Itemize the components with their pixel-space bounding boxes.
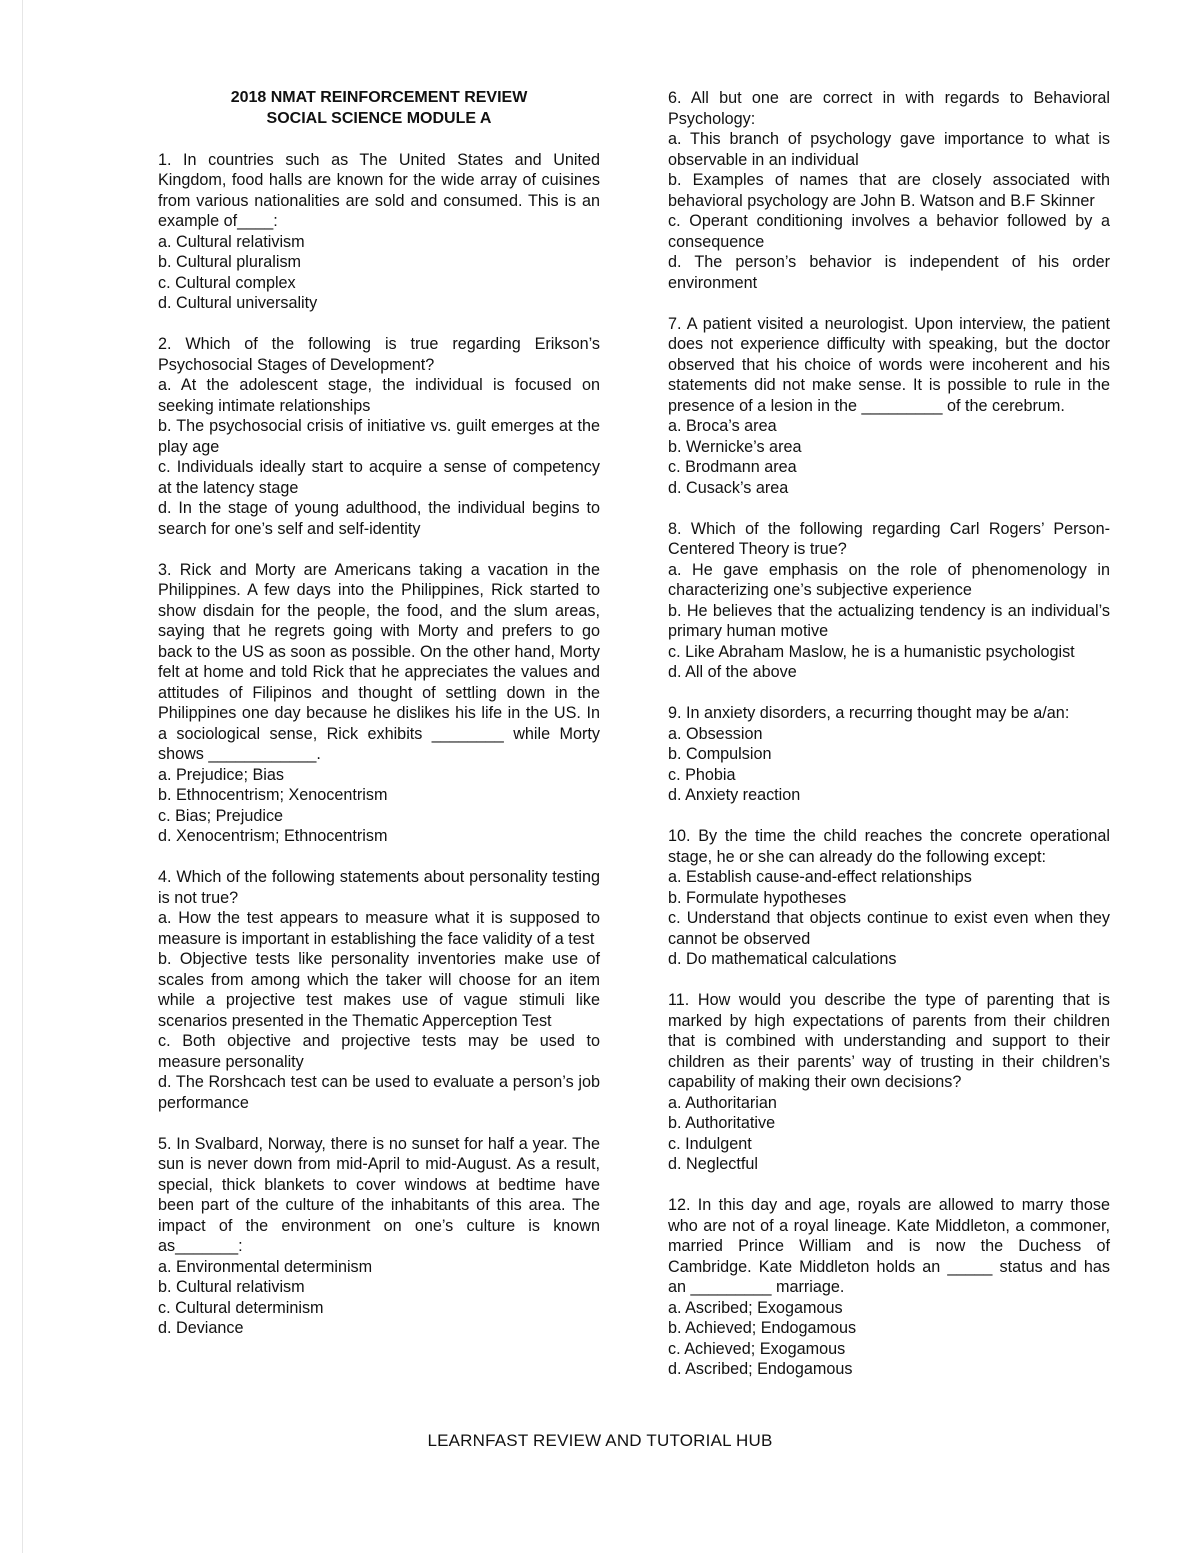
answer-choice: b. Examples of names that are closely associated with behavioral psychology are John B. Watson and B.F Skinner (668, 171, 1110, 210)
answer-choice: a. Cultural relativism (158, 232, 305, 251)
answer-choice: c. Understand that objects continue to exist even when they cannot be observed (668, 909, 1110, 948)
answer-choice: a. At the adolescent stage, the individual is focused on seeking intimate relationships (158, 376, 600, 415)
choice-list (158, 1257, 600, 1339)
answer-choice: d. Cusack’s area (668, 478, 789, 497)
left-question-list (158, 150, 600, 1339)
answer-choice: d. Anxiety reaction (668, 786, 801, 804)
answer-choice: d. In the stage of young adulthood, the individual begins to search for one’s self and self-identity (158, 499, 600, 538)
answer-choice: d. Deviance (158, 1319, 244, 1337)
choice-list (668, 724, 1110, 806)
question-block (158, 334, 600, 539)
answer-choice: d. The person’s behavior is independent of his order environment (668, 253, 1110, 292)
question-block (668, 1195, 1110, 1380)
title-line-1: 2018 NMAT REINFORCEMENT REVIEW (230, 89, 528, 106)
choice-list (668, 1093, 1110, 1175)
answer-choice: c. Phobia (668, 765, 736, 784)
question-stem: 5. In Svalbard, Norway, there is no sunset for half a year. The sun is never down from mid-April to mid-August. As a result, special, thick blankets to cover windows at bedtime have been part of the culture of the inhabitants of this area. The impact of the environment on one’s culture is known as_______: (158, 1134, 600, 1255)
answer-choice: b. Cultural pluralism (158, 253, 302, 271)
answer-choice: d. The Rorshcach test can be used to evaluate a person’s job performance (158, 1073, 600, 1112)
answer-choice: b. Achieved; Endogamous (668, 1319, 857, 1337)
answer-choice: a. Obsession (668, 724, 763, 743)
answer-choice: d. Cultural universality (158, 294, 318, 312)
answer-choice: a. Prejudice; Bias (158, 765, 284, 784)
question-stem: 6. All but one are correct in with regards to Behavioral Psychology: (668, 89, 1110, 128)
question-block (668, 519, 1110, 683)
answer-choice: a. Authoritarian (668, 1093, 777, 1112)
question-block (668, 314, 1110, 499)
question-block (668, 826, 1110, 970)
choice-list (158, 232, 600, 314)
choice-list (668, 560, 1110, 683)
choice-list (158, 765, 600, 847)
question-block (158, 1134, 600, 1339)
choice-list (668, 129, 1110, 293)
question-stem: 1. In countries such as The United States and United Kingdom, food halls are known for the wide array of cuisines from various nationalities are sold and consumed. This is an example of____: (158, 150, 600, 230)
answer-choice: b. Compulsion (668, 745, 772, 763)
question-stem: 2. Which of the following is true regarding Erikson’s Psychosocial Stages of Development? (158, 335, 600, 374)
answer-choice: c. Brodmann area (668, 458, 797, 476)
answer-choice: d. Xenocentrism; Ethnocentrism (158, 827, 388, 845)
question-stem: 11. How would you describe the type of parenting that is marked by high expectations of parents from their children that is combined with understanding and support to their children as their parents’ way of trusting in their children’s capability of making their own decisions? (668, 991, 1110, 1091)
answer-choice: a. He gave emphasis on the role of phenomenology in characterizing one’s subjective experience (668, 560, 1110, 599)
answer-choice: b. Formulate hypotheses (668, 888, 847, 907)
right-column (668, 88, 1110, 1400)
question-stem: 7. A patient visited a neurologist. Upon interview, the patient does not experience difficulty with speaking, but the doctor observed that his choice of words were incoherent and his statements did not make sense. It is possible to rule in the presence of a lesion in the _________ of the cerebrum. (668, 314, 1110, 415)
choice-list (668, 867, 1110, 970)
answer-choice: c. Like Abraham Maslow, he is a humanistic psychologist (668, 642, 1075, 661)
answer-choice: c. Both objective and projective tests may be used to measure personality (158, 1032, 600, 1071)
left-column (158, 88, 600, 1359)
question-block (158, 150, 600, 314)
answer-choice: c. Achieved; Exogamous (668, 1339, 846, 1358)
answer-choice: a. Ascribed; Exogamous (668, 1298, 843, 1317)
answer-choice: b. Objective tests like personality inventories make use of scales from among which the taker will choose for an item while a projective test makes use of vague stimuli like scenarios presented in the Thematic Apperception Test (158, 950, 600, 1030)
answer-choice: c. Operant conditioning involves a behavior followed by a consequence (668, 212, 1110, 251)
question-block (668, 88, 1110, 293)
answer-choice: c. Bias; Prejudice (158, 806, 284, 825)
answer-choice: d. Neglectful (668, 1155, 758, 1173)
question-stem: 9. In anxiety disorders, a recurring thought may be a/an: (668, 704, 1070, 722)
right-question-list (668, 88, 1110, 1380)
answer-choice: a. Environmental determinism (158, 1257, 373, 1276)
answer-choice: c. Cultural complex (158, 273, 296, 292)
answer-choice: d. Do mathematical calculations (668, 950, 897, 968)
answer-choice: c. Individuals ideally start to acquire a sense of competency at the latency stage (158, 458, 600, 497)
question-stem: 3. Rick and Morty are Americans taking a vacation in the Philippines. A few days into the Philippines, Rick started to show disdain for the people, the food, and the slum areas, saying that he regrets going with Morty and prefers to go back to the US as soon as possible. On the other hand, Morty felt at home and told Rick that he appreciates the values and attitudes of Filipinos and thought of settling down in the Philippines one day because he dislikes his life in the US. In a sociological sense, Rick exhibits ________ while Morty shows ____________. (158, 560, 600, 763)
choice-list (668, 416, 1110, 498)
answer-choice: d. All of the above (668, 663, 797, 681)
page-footer: LEARNFAST REVIEW AND TUTORIAL HUB (427, 1431, 773, 1450)
page-edge-line (22, 0, 23, 1553)
answer-choice: b. Wernicke’s area (668, 437, 802, 456)
answer-choice: a. How the test appears to measure what it is supposed to measure is important in establishing the face validity of a test (158, 909, 600, 948)
question-block (158, 867, 600, 1113)
title-line-2: SOCIAL SCIENCE MODULE A (266, 109, 492, 127)
answer-choice: b. The psychosocial crisis of initiative vs. guilt emerges at the play age (158, 417, 600, 456)
question-stem: 8. Which of the following regarding Carl Rogers’ Person-Centered Theory is true? (668, 519, 1110, 558)
question-block (668, 990, 1110, 1175)
answer-choice: a. This branch of psychology gave importance to what is observable in an individual (668, 130, 1110, 169)
choice-list (158, 908, 600, 1113)
question-stem: 4. Which of the following statements about personality testing is not true? (158, 868, 600, 907)
answer-choice: b. He believes that the actualizing tendency is an individual’s primary human motive (668, 601, 1110, 640)
answer-choice: b. Ethnocentrism; Xenocentrism (158, 786, 388, 804)
question-block (668, 703, 1110, 806)
choice-list (668, 1298, 1110, 1380)
answer-choice: a. Establish cause-and-effect relationships (668, 868, 972, 886)
question-stem: 10. By the time the child reaches the concrete operational stage, he or she can already do the following except: (668, 827, 1110, 866)
choice-list (158, 375, 600, 539)
answer-choice: a. Broca’s area (668, 417, 777, 435)
answer-choice: b. Cultural relativism (158, 1278, 305, 1296)
answer-choice: d. Ascribed; Endogamous (668, 1360, 853, 1378)
answer-choice: b. Authoritative (668, 1114, 776, 1132)
document-title (158, 88, 600, 129)
question-block (158, 560, 600, 847)
answer-choice: c. Cultural determinism (158, 1298, 324, 1317)
answer-choice: c. Indulgent (668, 1134, 752, 1153)
question-stem: 12. In this day and age, royals are allowed to marry those who are not of a royal lineage. Kate Middleton, a commoner, married Prince William and is now the Duchess of Cambridge. Kate Middleton holds an _____ status and has an _________ marriage. (668, 1196, 1110, 1296)
